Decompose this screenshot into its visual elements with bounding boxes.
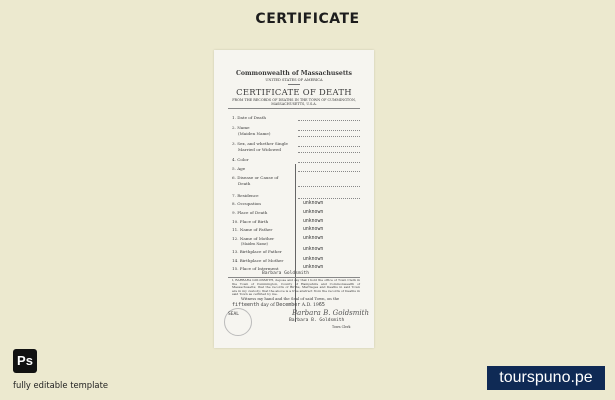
field-label: 4. Color bbox=[232, 157, 249, 162]
field-label: Death bbox=[238, 181, 251, 186]
field-value: unknown bbox=[303, 227, 324, 232]
field-value: unknown bbox=[303, 247, 324, 252]
field-label: 9. Place of Death bbox=[232, 210, 268, 215]
field-line bbox=[298, 130, 360, 131]
field-label: 6. Disease or Cause of bbox=[232, 175, 279, 180]
field-line bbox=[298, 136, 360, 137]
field-value: unknown bbox=[303, 201, 324, 206]
field-label: 15. Place of Interment bbox=[232, 266, 279, 271]
field-line bbox=[298, 198, 360, 199]
photoshop-icon: Ps bbox=[13, 349, 37, 373]
field-label: 2. Name bbox=[232, 125, 250, 130]
field-value: unknown bbox=[303, 265, 324, 270]
death-certificate bbox=[214, 50, 374, 348]
commonwealth-heading: Commonwealth of Massachusetts bbox=[235, 70, 353, 77]
divider bbox=[228, 108, 360, 109]
issue-year: 65 bbox=[318, 302, 325, 308]
field-label: 10. Place of Birth bbox=[232, 219, 269, 224]
field-line bbox=[298, 146, 360, 147]
field-label: Married or Widowed bbox=[238, 147, 282, 152]
field-label: 3. Sex, and whether Single bbox=[232, 141, 288, 146]
field-label: 5. Age bbox=[232, 166, 246, 171]
field-label: (Maiden Name) bbox=[238, 131, 271, 136]
issue-day: fifteenth bbox=[232, 302, 260, 308]
field-label: 7. Residence bbox=[232, 193, 259, 198]
stamped-name: Barbara Goldsmith bbox=[262, 271, 310, 276]
field-line bbox=[298, 120, 360, 121]
field-label: 13. Birthplace of Father bbox=[232, 249, 282, 254]
issue-month: December bbox=[276, 302, 301, 308]
divider-small bbox=[288, 84, 300, 85]
certificate-title: CERTIFICATE OF DEATH bbox=[236, 87, 352, 97]
field-label: 14. Birthplace of Mother bbox=[232, 258, 284, 263]
field-value: unknown bbox=[303, 257, 324, 262]
page-title: CERTIFICATE bbox=[255, 11, 360, 27]
signature: Barbara B. Goldsmith bbox=[292, 309, 369, 317]
field-line bbox=[298, 171, 360, 172]
field-value: unknown bbox=[303, 219, 324, 224]
field-line bbox=[298, 162, 360, 163]
field-label: 12. Name of Mother bbox=[232, 236, 275, 241]
signer-title: Town Clerk bbox=[332, 325, 351, 329]
field-label: 8. Occupation bbox=[232, 201, 261, 206]
witness-text: Witness my hand and the Seal of said Town, on the bbox=[241, 296, 340, 301]
field-label: 1. Date of Death bbox=[232, 115, 267, 120]
attestation-text: I, BARBARA GOLDSMITH, depose and say that I hold the office of Town Clerk in the Town of Cummington, County of Hampshire and Commonwealth of Massachusetts; that the records of Births, Marriages and Deaths in said Town are in my custody; that the above is a true abstract from the records of Deaths in said Town as certified by me. bbox=[232, 278, 360, 297]
field-label: (Maiden Name) bbox=[241, 242, 268, 246]
field-value: unknown bbox=[303, 236, 324, 241]
year-prefix: A.D. 19 bbox=[301, 303, 319, 308]
field-label: 11. Name of Father bbox=[232, 227, 273, 232]
seal-label: SEAL bbox=[228, 312, 240, 317]
country-heading: UNITED STATES OF AMERICA bbox=[265, 78, 323, 82]
brand-badge[interactable]: tourspuno.pe bbox=[487, 366, 605, 390]
field-line bbox=[298, 186, 360, 187]
certificate-subtitle: FROM THE RECORDS OF DEATHS IN THE TOWN OF CUMMINGTON, MASSACHUSETTS, U.S.A. bbox=[232, 98, 356, 107]
issue-date bbox=[232, 302, 325, 308]
signer-name: Barbara B. Goldsmith bbox=[289, 318, 345, 323]
field-value: unknown bbox=[303, 210, 324, 215]
day-of-word: day of bbox=[260, 303, 275, 308]
template-caption: fully editable template bbox=[13, 380, 109, 390]
field-line bbox=[298, 152, 360, 153]
